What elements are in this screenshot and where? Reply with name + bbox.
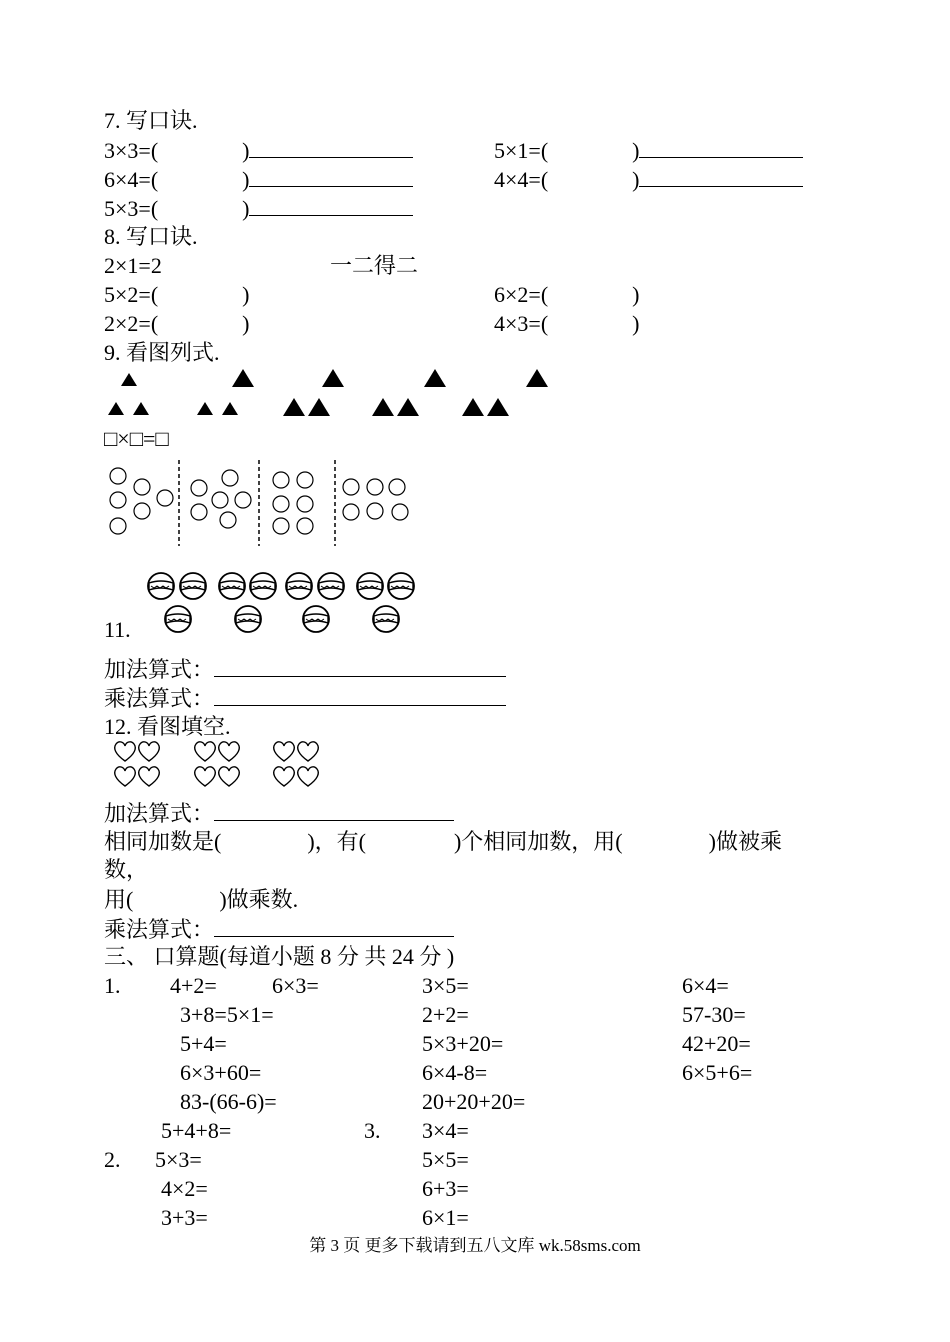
q9-title: 9. 看图列式. <box>104 340 220 365</box>
q8-example-rhyme: 一二得二 <box>330 253 419 278</box>
s3-problem: 6×4= <box>682 973 729 998</box>
q8-row2-right: 4×3=( ) <box>494 311 640 336</box>
q7-row2-left: 6×4=( ) <box>104 166 413 193</box>
q8-row1-left: 5×2=( ) <box>104 282 250 307</box>
q9-formula: □×□=□ <box>104 426 169 451</box>
q12-fill-line3: 用( )做乘数. <box>104 887 299 912</box>
q11-number: 11. <box>104 617 131 642</box>
section3-title: 三、 口算题(每道小题 8 分 共 24 分 ) <box>104 944 455 969</box>
s3-problem: 83-(66-6)= <box>180 1089 277 1114</box>
answer-line[interactable] <box>214 800 454 821</box>
q12-title: 12. 看图填空. <box>104 714 231 739</box>
s3-problem: 5×5= <box>422 1147 469 1172</box>
answer-line[interactable] <box>214 916 454 937</box>
q12-add-line: 加法算式： <box>104 800 454 827</box>
s3-problem: 5+4+8= <box>161 1118 232 1143</box>
q12-fill-line2: 数， <box>104 857 149 882</box>
q8-row2-left: 2×2=( ) <box>104 311 250 336</box>
s3-problem: 6×3= <box>272 973 319 998</box>
s3-problem: 3×5= <box>422 973 469 998</box>
s3-problem: 4+2= <box>170 973 217 998</box>
s3-problem: 6×3+60= <box>180 1060 262 1085</box>
q7-row3-left: 5×3=( ) <box>104 195 413 222</box>
q11-add-line: 加法算式： <box>104 656 506 683</box>
s3-problem: 6×5+6= <box>682 1060 753 1085</box>
q7-row1-left: 3×3=( ) <box>104 137 413 164</box>
page-footer: 第 3 页 更多下载请到五八文库 wk.58sms.com <box>309 1236 641 1255</box>
q8-title: 8. 写口诀. <box>104 224 198 249</box>
s3-problem: 20+20+20= <box>422 1089 526 1114</box>
s3-problem: 6×4-8= <box>422 1060 488 1085</box>
q12-mul-line: 乘法算式： <box>104 916 454 943</box>
heart-icon-group <box>115 742 319 786</box>
q8-example-eq: 2×1=2 <box>104 253 162 278</box>
s3-problem: 6+3= <box>422 1176 469 1201</box>
s3-problem: 4×2= <box>161 1176 208 1201</box>
s3-item-number: 1. <box>104 973 121 998</box>
q7-row1-right: 5×1=( ) <box>494 137 803 164</box>
s3-problem: 2+2= <box>422 1002 469 1027</box>
q12-fill-line1: 相同加数是( )，有( )个相同加数，用( )做被乘 <box>104 829 782 854</box>
s3-item-number: 3. <box>364 1118 381 1143</box>
q7-row2-right: 4×4=( ) <box>494 166 803 193</box>
s3-problem: 5+4= <box>180 1031 227 1056</box>
s3-problem: 42+20= <box>682 1031 751 1056</box>
q8-row1-right: 6×2=( ) <box>494 282 640 307</box>
s3-problem: 5×3+20= <box>422 1031 504 1056</box>
s3-problem: 3×4= <box>422 1118 469 1143</box>
s3-problem: 5×3= <box>155 1147 202 1172</box>
q11-mul-line: 乘法算式： <box>104 685 506 712</box>
s3-problem: 6×1= <box>422 1205 469 1230</box>
s3-problem: 3+8=5×1= <box>180 1002 274 1027</box>
s3-problem: 3+3= <box>161 1205 208 1230</box>
s3-item-number: 2. <box>104 1147 121 1172</box>
s3-problem: 57-30= <box>682 1002 746 1027</box>
q7-title: 7. 写口诀. <box>104 108 198 133</box>
